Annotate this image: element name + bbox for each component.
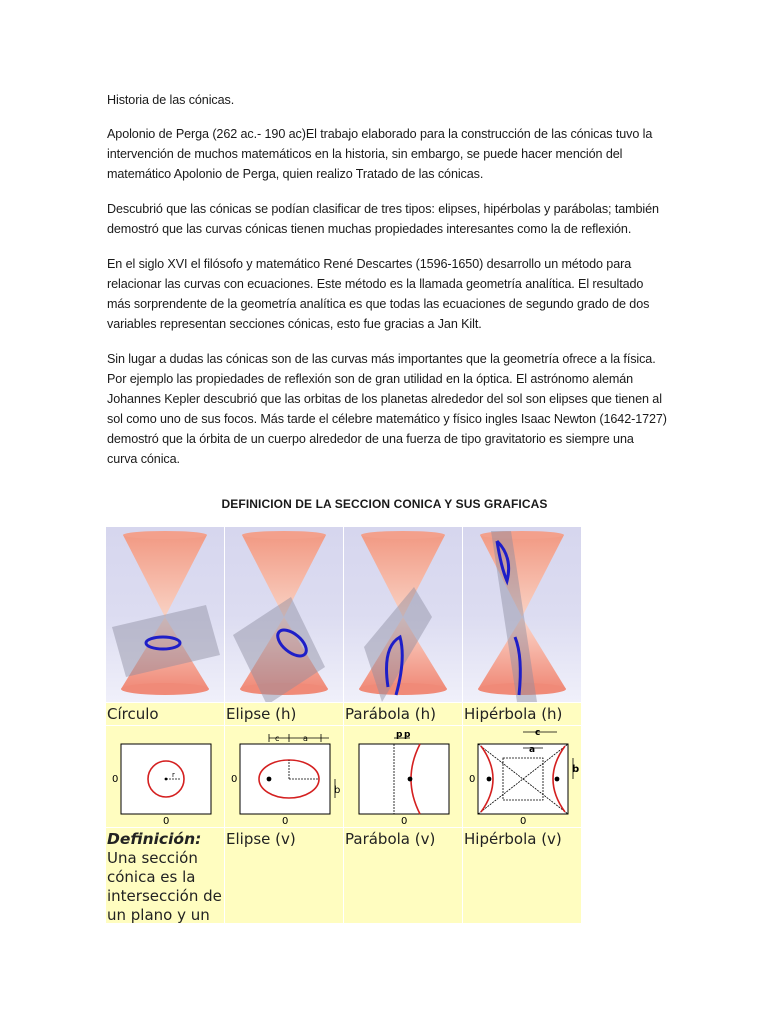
p-mark: p	[396, 730, 403, 740]
paragraph-descartes: En el siglo XVI el filósofo y matemático René Descartes (1596-1650) desarrollo un método para relacionar las curvas con ecuaciones. Este método es la llamada geometría analítica. El resultado más sorprendente de la geometría analítica es que todas las ecuaciones de segundo grado de dos variables representan secciones cónicas, esto fue gracias a Jan Kilt.	[107, 257, 650, 331]
a-mark: a	[303, 734, 308, 743]
axis-zero-y: 0	[112, 774, 119, 785]
p-mark: p	[404, 730, 411, 740]
ellipse-graph	[225, 726, 343, 827]
definition-cell	[106, 828, 224, 923]
radius-mark: r	[172, 771, 175, 779]
axis-zero-y: 0	[469, 774, 476, 785]
axis-zero-x: 0	[520, 816, 527, 827]
document-title: Historia de las cónicas.	[107, 93, 235, 107]
ellipse-section-image	[225, 527, 343, 702]
paragraph-apolonio: Apolonio de Perga (262 ac.- 190 ac)El trabajo elaborado para la construcción de las cónicas tuvo la intervención de muchos matemáticos en la historia, sin embargo, se puede hacer mención del matemático Apolonio de Perga, quien realizo Tratado de las cónicas.	[107, 127, 653, 181]
circle-graph	[106, 726, 224, 827]
label-parabola-v: Parábola (v)	[344, 828, 462, 923]
axis-zero-x: 0	[282, 816, 289, 827]
parabola-graph	[344, 726, 462, 827]
section-heading: DEFINICION DE LA SECCION CONICA Y SUS GRAFICAS	[221, 497, 548, 511]
label-circulo: Círculo	[106, 703, 224, 725]
definition-text: Una sección cónica es la intersección de un plano y un	[107, 849, 222, 923]
b-mark: b	[572, 764, 580, 775]
label-elipse-v: Elipse (v)	[225, 828, 343, 923]
conics-table	[106, 527, 581, 923]
hyperbola-section-image	[463, 527, 581, 702]
paragraph-fisica: Sin lugar a dudas las cónicas son de las curvas más importantes que la geometría ofrece a la física. Por ejemplo las propiedades de reflexión son de gran utilidad en la óptica. El astrónomo alemán Johannes Kepler descubrió que las orbitas de los planetas alrededor del sol son elipses que tienen al sol como uno de sus focos. Más tarde el célebre matemático y físico ingles Isaac Newton (1642-1727) demostró que la órbita de un cuerpo alrededor de una fuerza de tipo gravitatorio es siempre una curva cónica.	[107, 352, 667, 466]
label-hiperbola-h: Hipérbola (h)	[463, 703, 581, 725]
label-parabola-h: Parábola (h)	[344, 703, 462, 725]
document-body	[107, 90, 667, 484]
axis-zero-x: 0	[163, 816, 170, 827]
c-mark: c	[275, 734, 280, 743]
axis-zero-y: 0	[231, 774, 238, 785]
label-elipse-h: Elipse (h)	[225, 703, 343, 725]
hyperbola-graph	[463, 726, 581, 827]
a-mark: a	[529, 745, 536, 755]
parabola-section-image	[344, 527, 462, 702]
paragraph-clasificacion: Descubrió que las cónicas se podían clasificar de tres tipos: elipses, hipérbolas y parábolas; también demostró que las curvas cónicas tienen muchas propiedades interesantes como la de reflexión.	[107, 202, 659, 236]
c-mark: c	[535, 728, 541, 738]
circle-section-image	[106, 527, 224, 702]
label-hiperbola-v: Hipérbola (v)	[463, 828, 581, 923]
axis-zero-x: 0	[401, 816, 408, 827]
b-mark: b	[334, 785, 341, 796]
definition-title: Definición:	[107, 830, 202, 848]
